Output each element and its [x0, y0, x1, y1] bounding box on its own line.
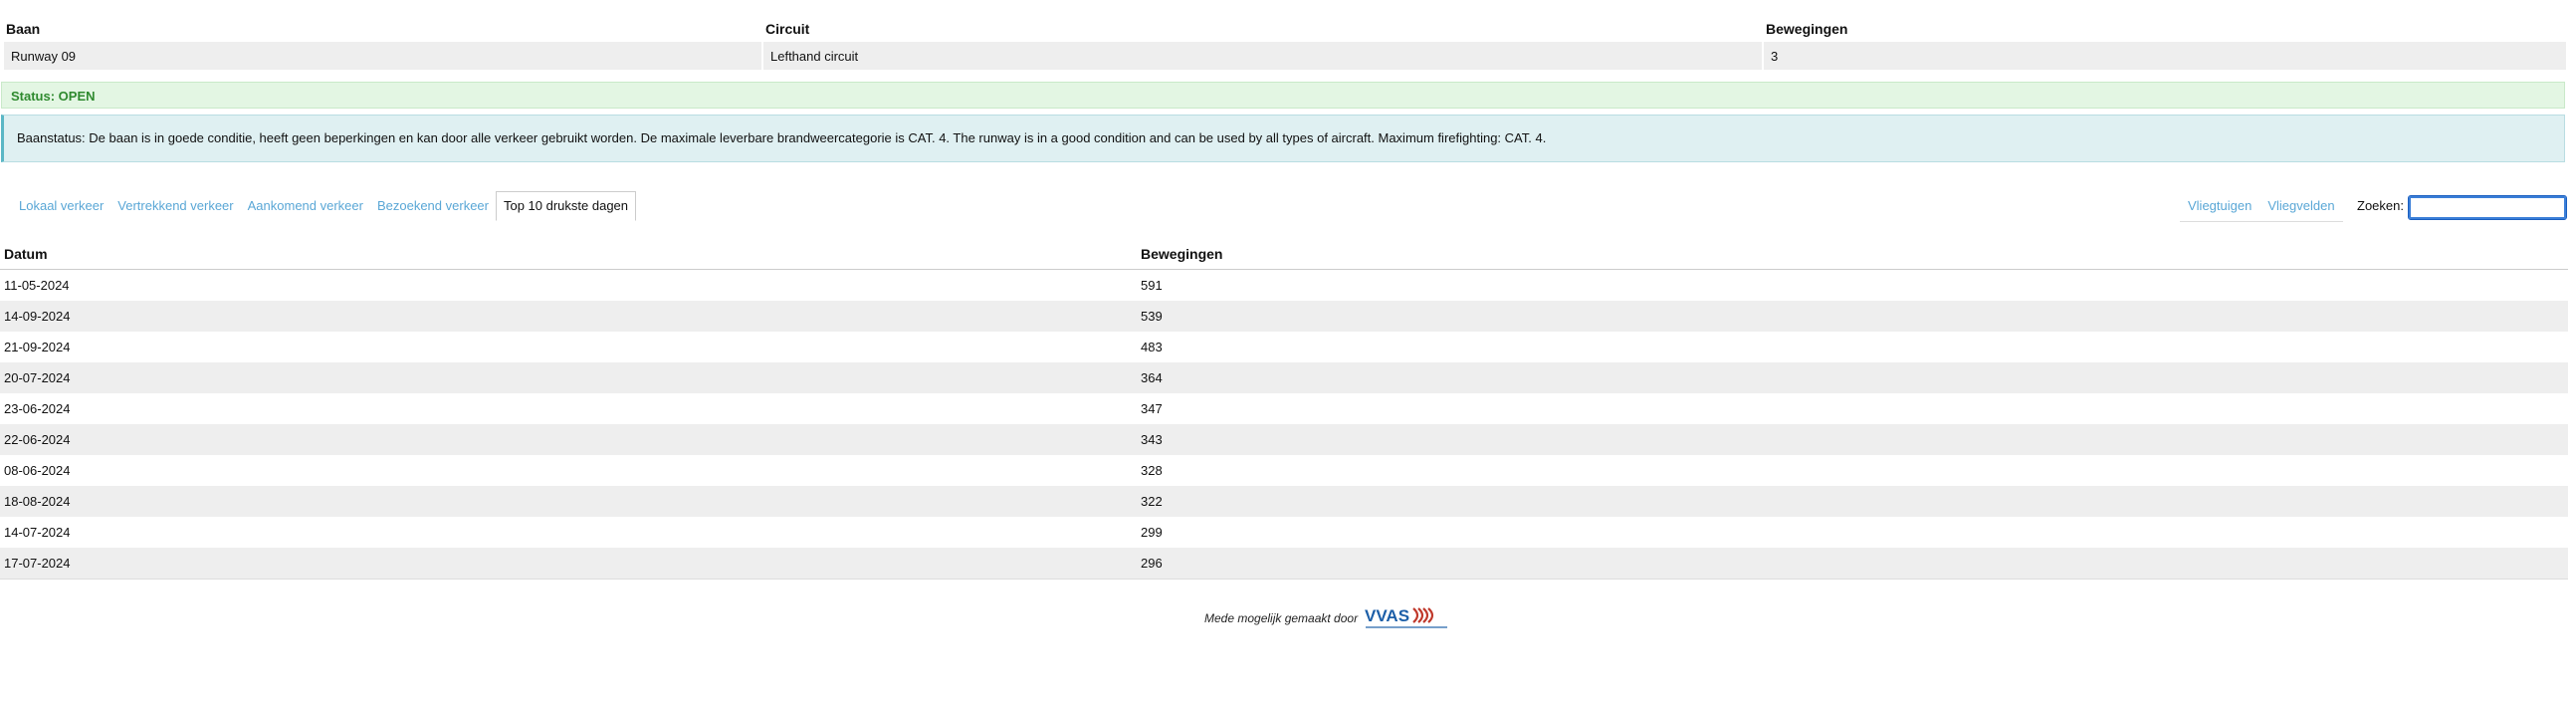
vvas-logo[interactable] — [1364, 604, 1449, 632]
movements-value: 3 — [1763, 41, 2567, 71]
header-bewegingen: Bewegingen — [1766, 21, 1848, 37]
cell-date: 14-07-2024 — [4, 525, 71, 540]
cell-movements: 328 — [1141, 463, 1163, 478]
runway-value-row — [3, 41, 2567, 71]
traffic-tabs — [12, 191, 636, 221]
table-row — [0, 424, 2568, 455]
runway-status-info: Baanstatus: De baan is in goede conditie, heeft geen beperkingen en kan door alle verkeer gebruikt worden. De maximale leverbare brandweercategorie is CAT. 4. The runway is in a good condition and can be used by all types of aircraft. Maximum firefighting: CAT. 4. — [1, 115, 2565, 162]
tab-top-10-drukste-dagen[interactable]: Top 10 drukste dagen — [496, 191, 636, 221]
logo-tagline-bar — [1366, 626, 1447, 628]
logo-arc — [1423, 608, 1427, 622]
logo-arc — [1418, 608, 1422, 622]
status-badge: Status: OPEN — [1, 82, 2565, 109]
table-row — [0, 455, 2568, 486]
entity-tabs — [2180, 191, 2343, 222]
logo-arc — [1428, 608, 1432, 622]
cell-date: 08-06-2024 — [4, 463, 71, 478]
table-row — [0, 486, 2568, 517]
cell-date: 17-07-2024 — [0, 548, 1137, 580]
tab-vertrekkend-verkeer[interactable]: Vertrekkend verkeer — [117, 198, 234, 213]
runway-header-row — [3, 18, 2567, 41]
cell-movements: 299 — [1141, 525, 1163, 540]
column-header-bewegingen[interactable]: Bewegingen — [1137, 239, 2568, 270]
cell-movements: 347 — [1141, 401, 1163, 416]
cell-movements: 343 — [1137, 424, 2568, 455]
cell-movements: 322 — [1137, 486, 2568, 517]
table-row — [0, 393, 2568, 424]
cell-movements: 591 — [1141, 278, 1163, 293]
footer — [1204, 604, 1449, 632]
search-input[interactable] — [2409, 196, 2566, 219]
cell-movements: 364 — [1137, 362, 2568, 393]
tab-lokaal-verkeer[interactable]: Lokaal verkeer — [19, 198, 105, 213]
column-header-datum[interactable]: Datum — [0, 239, 1137, 270]
busiest-days-table — [0, 239, 2568, 580]
tab-bezoekend-verkeer[interactable]: Bezoekend verkeer — [376, 198, 489, 213]
search-label: Zoeken: — [2357, 198, 2404, 213]
table-header-row — [0, 239, 2568, 270]
footer-credit-text: Mede mogelijk gemaakt door — [1204, 611, 1359, 625]
logo-arc — [1413, 608, 1417, 622]
cell-date: 18-08-2024 — [0, 486, 1137, 517]
table-row — [0, 332, 2568, 362]
table-row — [0, 517, 2568, 548]
cell-movements: 539 — [1137, 301, 2568, 332]
tab-vliegtuigen[interactable]: Vliegtuigen — [2188, 198, 2253, 213]
cell-date: 21-09-2024 — [4, 340, 71, 354]
table-row — [0, 362, 2568, 393]
runway-table — [2, 18, 2568, 72]
table-row — [0, 301, 2568, 332]
logo-text: VVAS — [1365, 606, 1410, 625]
tab-vliegvelden[interactable]: Vliegvelden — [2267, 198, 2335, 213]
cell-date: 14-09-2024 — [0, 301, 1137, 332]
cell-date: 22-06-2024 — [0, 424, 1137, 455]
tab-aankomend-verkeer[interactable]: Aankomend verkeer — [247, 198, 363, 213]
circuit-value: Lefthand circuit — [762, 41, 1763, 71]
table-row — [0, 270, 2568, 302]
header-baan: Baan — [6, 21, 41, 37]
header-circuit: Circuit — [765, 21, 810, 37]
cell-movements: 296 — [1137, 548, 2568, 580]
cell-date: 20-07-2024 — [0, 362, 1137, 393]
table-row — [0, 548, 2568, 580]
cell-movements: 483 — [1141, 340, 1163, 354]
runway-value: Runway 09 — [3, 41, 762, 71]
cell-date: 23-06-2024 — [4, 401, 71, 416]
cell-date: 11-05-2024 — [4, 278, 70, 293]
